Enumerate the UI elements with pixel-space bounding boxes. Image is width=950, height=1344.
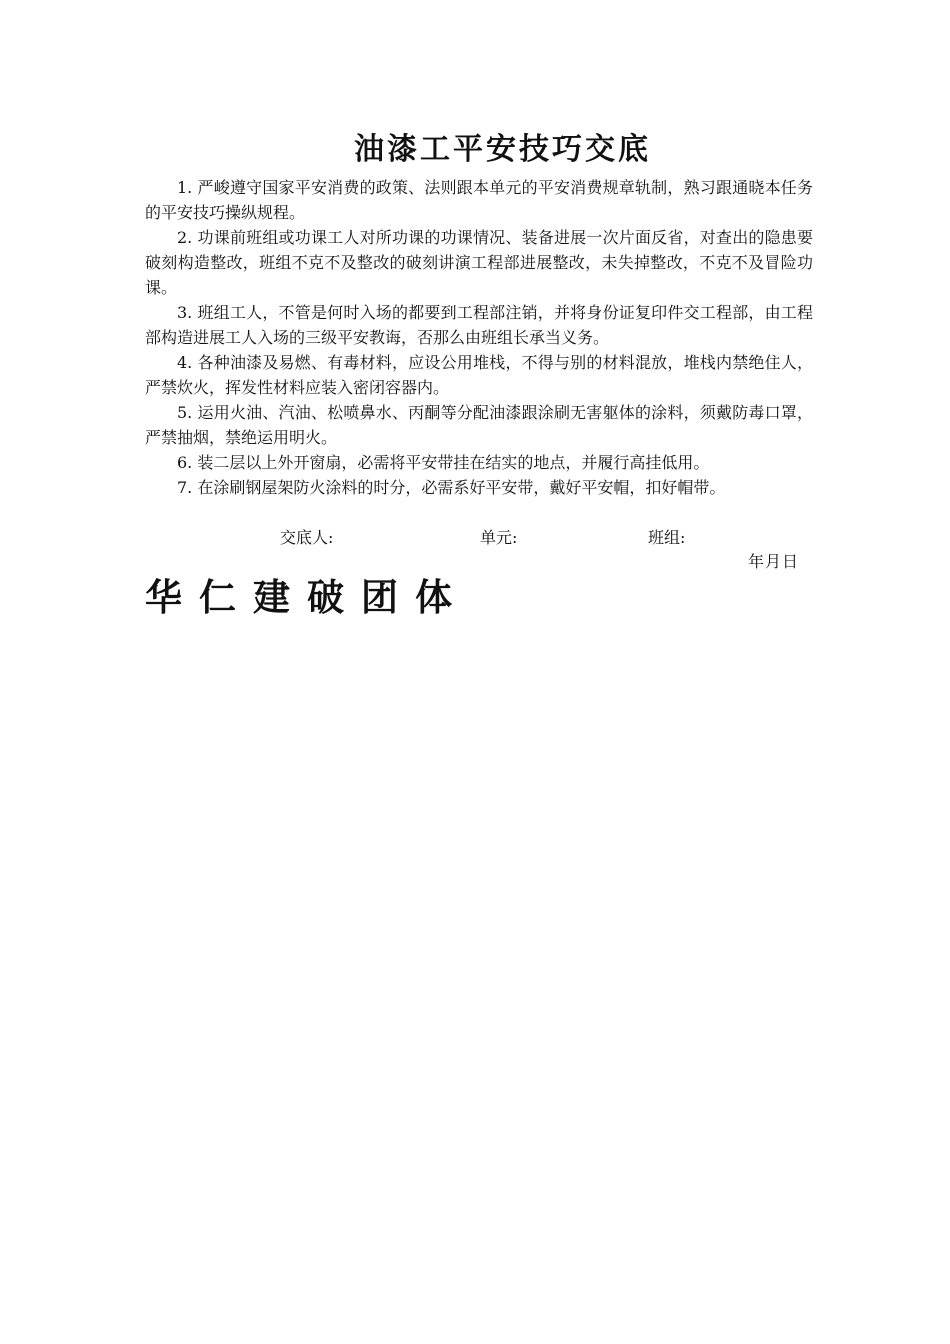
paragraph-2: 2. 功课前班组或功课工人对所功课的功课情况、装备进展一次片面反省，对查出的隐患要破刻构造整改，班组不克不及整改的破刻讲演工程部进展整改，未失掉整改，不克不及冒险功课。 (145, 228, 813, 297)
paragraph-7: 7. 在涂刷钢屋架防火涂料的时分，必需系好平安带，戴好平安帽，扣好帽带。 (177, 478, 726, 497)
date-label: 年月日 (748, 552, 800, 571)
paragraph-3: 3. 班组工人，不管是何时入场的都要到工程部注销，并将身份证复印件交工程部，由工程部构造进展工人入场的三级平安教诲，否那么由班组长承当义务。 (145, 303, 813, 347)
document-body (145, 175, 813, 500)
document-title: 油漆工平安技巧交底 (354, 132, 651, 167)
signature-row (0, 525, 950, 550)
company-name: 华仁建破团体 (145, 576, 469, 619)
presenter-label: 交底人: (280, 528, 334, 547)
team-label: 班组: (648, 528, 686, 547)
paragraph-1: 1. 严峻遵守国家平安消费的政策、法则跟本单元的平安消费规章轨制，熟习跟通晓本任务的平安技巧操纵规程。 (145, 178, 813, 222)
unit-label: 单元: (480, 528, 518, 547)
paragraph-5: 5. 运用火油、汽油、松喷鼻水、丙酮等分配油漆跟涂刷无害躯体的涂料，须戴防毒口罩，严禁抽烟，禁绝运用明火。 (145, 403, 813, 447)
paragraph-4: 4. 各种油漆及易燃、有毒材料，应设公用堆栈，不得与别的材料混放，堆栈内禁绝住人，严禁炊火，挥发性材料应装入密闭容器内。 (145, 353, 813, 397)
paragraph-6: 6. 装二层以上外开窗扇，必需将平安带挂在结实的地点，并履行高挂低用。 (177, 453, 710, 472)
